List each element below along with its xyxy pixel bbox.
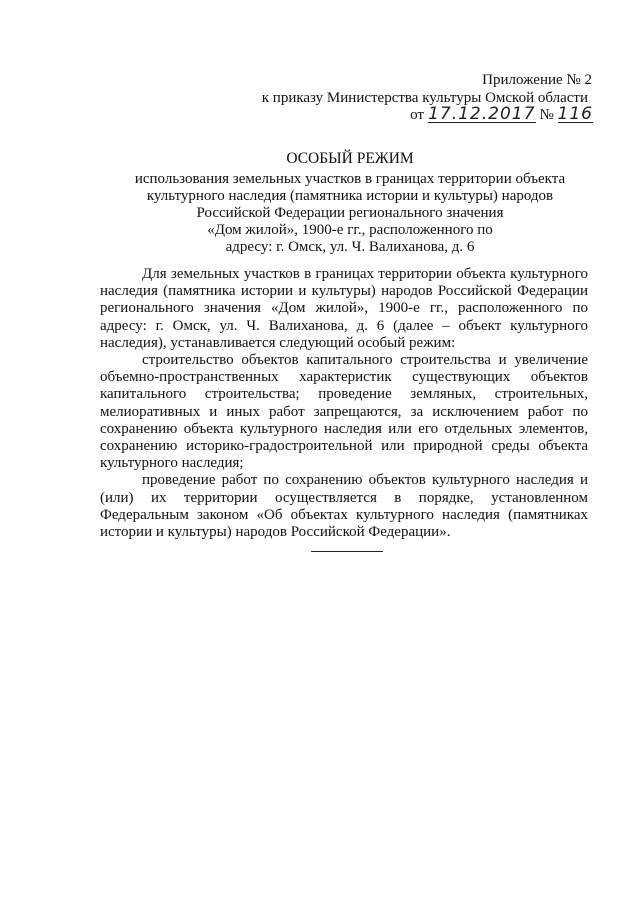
end-divider	[311, 551, 383, 552]
body-paragraph: Для земельных участков в границах территории объекта культурного наследия (памятника истории и культуры) народов Российской Федерации регионального значения «Дом жилой», 1900-е гг., расположенного по адресу: г. Омск, ул. Ч. Валиханова, д. 6 (далее – объект культурного наследия), устанавливается следующий особый режим:	[100, 266, 588, 351]
handwritten-date: 17.12.2017	[428, 104, 536, 124]
body-paragraph: строительство объектов капитального строительства и увеличение объемно-пространственных характеристик существующих объектов капитального строительства; проведение земляных, строительных, мелиоративных и иных работ запрещаются, за исключением работ по сохранению объекта культурного наследия или его отдельных элементов, сохранению историко-градостроительной или природной среды объекта культурного наследия;	[100, 352, 588, 472]
title-line: «Дом жилой», 1900-е гг., расположенного по	[207, 222, 493, 238]
title-line: адресу: г. Омск, ул. Ч. Валиханова, д. 6	[225, 239, 475, 255]
from-label: от	[410, 107, 424, 123]
order-date-line	[410, 106, 593, 124]
body-paragraph: проведение работ по сохранению объектов культурного наследия и (или) их территории осуществляется в порядке, установленном Федеральным законом «Об объектах культурного наследия (памятниках истории и культуры) народов Российской Федерации».	[100, 472, 588, 541]
title-line: Российской Федерации регионального значения	[196, 205, 504, 221]
document-body	[100, 266, 588, 541]
document-title-block	[100, 150, 600, 256]
order-reference: к приказу Министерства культуры Омской области	[261, 90, 588, 106]
title-line: использования земельных участков в границах территории объекта	[134, 171, 566, 187]
title-line: культурного наследия (памятника истории и культуры) народов	[146, 188, 554, 204]
document-title: ОСОБЫЙ РЕЖИМ	[286, 150, 414, 167]
handwritten-number: 116	[557, 104, 593, 124]
appendix-label: Приложение № 2	[482, 72, 592, 88]
number-label: №	[539, 107, 554, 123]
